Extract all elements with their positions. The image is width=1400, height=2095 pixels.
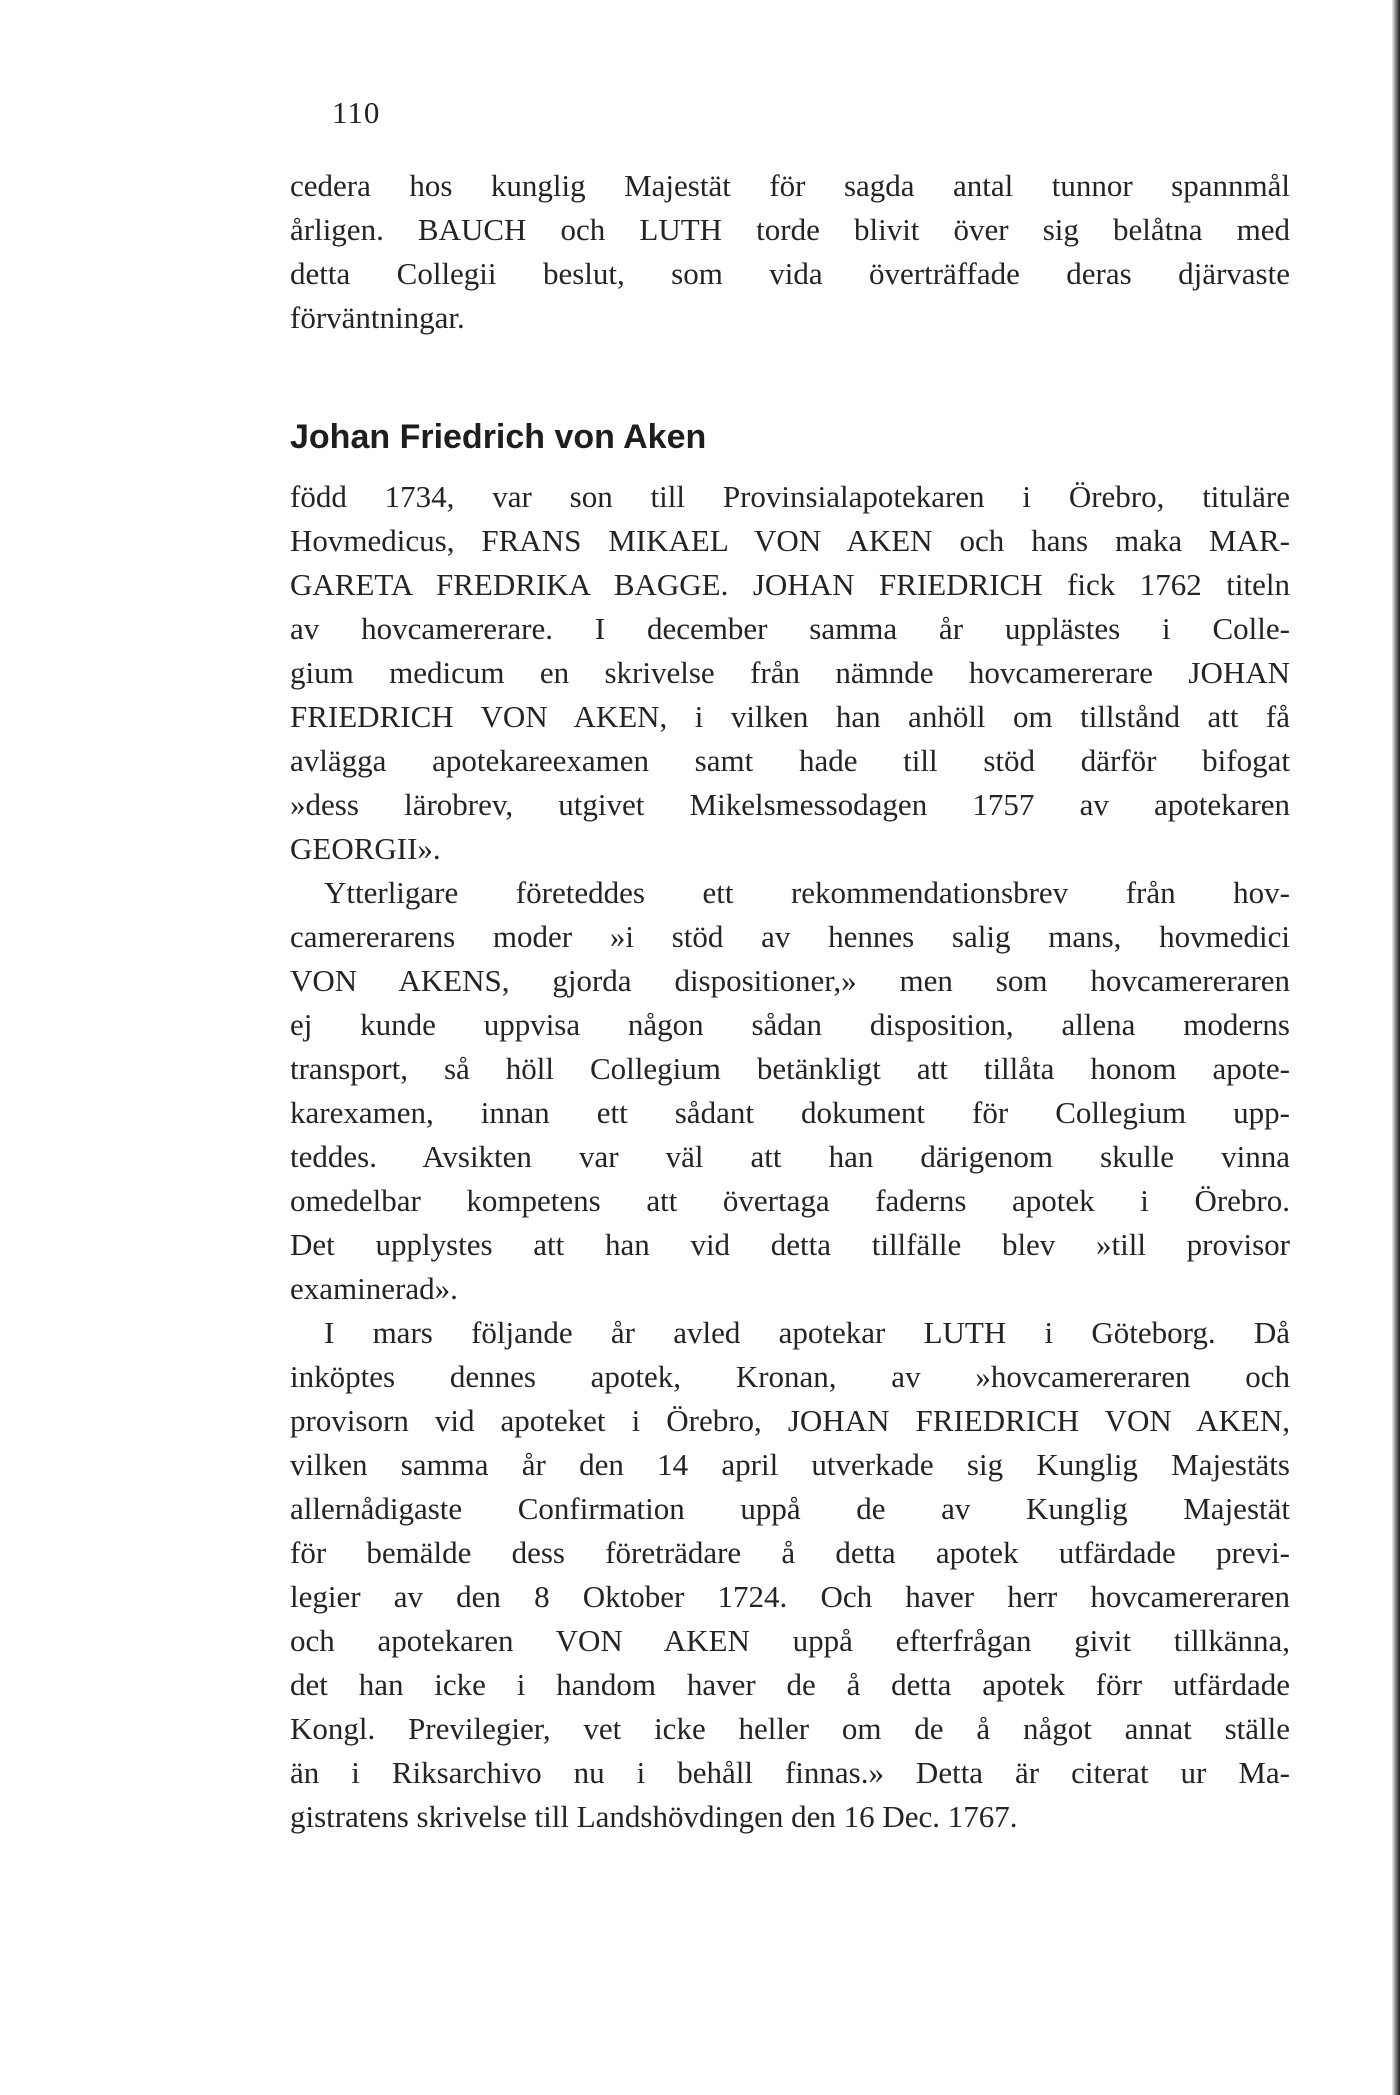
text-line: I mars följande år avled apotekar LUTH i Göteborg. Då [324,1315,1290,1350]
text-line: GEORGII». [290,831,441,866]
body-text [290,164,1290,1839]
text-line: provisorn vid apoteket i Örebro, JOHAN FRIEDRICH VON AKEN, [290,1403,1290,1438]
text-line: legier av den 8 Oktober 1724. Och haver herr hovcamereraren [290,1579,1290,1614]
text-line: camererarens moder »i stöd av hennes salig mans, hovmedici [290,919,1290,954]
text-line: och apotekaren VON AKEN uppå efterfrågan givit tillkänna, [290,1623,1290,1658]
text-line: vilken samma år den 14 april utverkade sig Kunglig Majestäts [290,1447,1290,1482]
text-line: allernådigaste Confirmation uppå de av Kunglig Majestät [290,1491,1290,1526]
text-line: Hovmedicus, FRANS MIKAEL VON AKEN och hans maka MAR- [290,523,1290,558]
paragraph-2 [290,871,1290,1311]
text-line: född 1734, var son till Provinsialapotekaren i Örebro, tituläre [290,479,1290,514]
text-line: än i Riksarchivo nu i behåll finnas.» Detta är citerat ur Ma- [290,1755,1290,1790]
text-line: det han icke i handom haver de å detta apotek förr utfärdade [290,1667,1290,1702]
text-line: omedelbar kompetens att övertaga faderns apotek i Örebro. [290,1183,1290,1218]
text-line: inköptes dennes apotek, Kronan, av »hovcamereraren och [290,1359,1290,1394]
text-line: förväntningar. [290,300,465,335]
text-line: FRIEDRICH VON AKEN, i vilken han anhöll om tillstånd att få [290,699,1290,734]
text-line: GARETA FREDRIKA BAGGE. JOHAN FRIEDRICH fick 1762 titeln [290,567,1290,602]
text-line: detta Collegii beslut, som vida överträffade deras djärvaste [290,256,1290,291]
text-line: teddes. Avsikten var väl att han därigenom skulle vinna [290,1139,1290,1174]
paragraph-3 [290,1311,1290,1839]
text-line: VON AKENS, gjorda dispositioner,» men som hovcamereraren [290,963,1290,998]
text-line: Det upplystes att han vid detta tillfälle blev »till provisor [290,1227,1290,1262]
text-line: årligen. BAUCH och LUTH torde blivit över sig belåtna med [290,212,1290,247]
scan-edge-shadow [1392,0,1400,2095]
text-line: ej kunde uppvisa någon sådan disposition, allena moderns [290,1007,1290,1042]
text-line: transport, så höll Collegium betänkligt att tillåta honom apote- [290,1051,1290,1086]
text-line: gium medicum en skrivelse från nämnde hovcamererare JOHAN [290,655,1290,690]
text-line: Ytterligare företeddes ett rekommendationsbrev från hov- [324,875,1290,910]
text-line: karexamen, innan ett sådant dokument för Collegium upp- [290,1095,1290,1130]
text-line: »dess lärobrev, utgivet Mikelsmessodagen 1757 av apotekaren [290,787,1290,822]
text-line: för bemälde dess företrädare å detta apotek utfärdade previ- [290,1535,1290,1570]
page-number: 110 [332,95,381,130]
text-line: examinerad». [290,1271,458,1306]
text-line: Kongl. Previlegier, vet icke heller om de å något annat ställe [290,1711,1290,1746]
paragraph-1 [290,475,1290,871]
intro-paragraph [290,164,1290,340]
text-line: av hovcamererare. I december samma år upplästes i Colle- [290,611,1290,646]
text-line: gistratens skrivelse till Landshövdingen den 16 Dec. 1767. [290,1799,1018,1834]
text-line: avlägga apotekareexamen samt hade till stöd därför bifogat [290,743,1290,778]
text-line: cedera hos kunglig Majestät för sagda antal tunnor spannmål [290,168,1290,203]
section-heading: Johan Friedrich von Aken [290,418,707,456]
